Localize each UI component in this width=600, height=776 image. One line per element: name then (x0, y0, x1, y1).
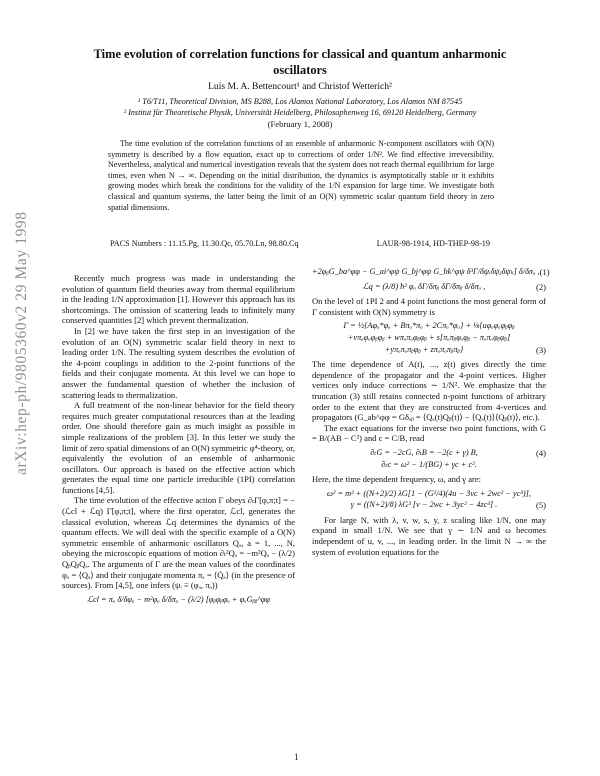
pacs-numbers: PACS Numbers : 11.15.Pg, 11.30.Qc, 05.70.Ln, 98.80.Cq (110, 239, 299, 248)
paragraph: Here, the time dependent frequency, ω, and γ are: (312, 474, 482, 485)
equation-body: +2φᵦG_ba^φφ − G_ai^φψ G_bj^φψ G_bk^φψ δ³Γ/δψᵢδψⱼδψₖ] δ/δπₐ , (312, 267, 540, 276)
equation-number: (5) (536, 500, 546, 511)
paragraph: A full treatment of the non-linear behavior for the field theory requires much greater computational resources than at the leading order. One should therefore gain as much insight as possible in simple realizations of the problem [3]. In this letter we study the limit of zero spatial dimensions of an O(N) symmetric φ⁴-theory, or, equivalently the evolution of an ensemble of anharmonic oscillators. Our approach is based on the effective action which generates the equal time one particle irreducible (1PI) correlation functions [4,5]. (62, 400, 295, 495)
equation-line: +yπₐπₐπᵦφᵦ + zπₐπₐπᵦπᵦ} (384, 344, 464, 354)
equation-5 (312, 489, 546, 511)
paper-title (70, 47, 530, 78)
equation-number: (4) (536, 447, 546, 458)
equation-3 (312, 321, 546, 355)
affiliation-1: ¹ T6/T11, Theoretical Division, MS B288, Los Alamos National Laboratory, Los Alamos NM 87545 (137, 97, 463, 106)
affiliations (60, 96, 540, 118)
right-column (312, 263, 550, 557)
paragraph: On the level of 1PI 2 and 4 point functions the most general form of Γ consistent with O(N) symmetry is (312, 296, 546, 317)
equation-1 (312, 267, 550, 278)
equation-line: ∂ₜG = −2cG, ∂ₜB = −2(c + γ) B, (370, 447, 478, 457)
equation-number: (2) (536, 281, 546, 292)
paragraph: For large N, with λ, v, w, s, y, z scaling like 1/N, one may expand in small 1/N. We see that γ ∼ 1/N and ω becomes independent of u, v, ..., in leading order. In the limit N → ∞ the system of evolution equations for the (312, 514, 546, 557)
equation-line: γ = ((N+2)/8) λG³ [v − 2wc + 3yc² − 4zc³] . (350, 500, 498, 510)
title-line-2: oscillators (273, 62, 327, 77)
report-number: LAUR-98-1914, HD-THEP-98-19 (376, 239, 490, 248)
equation-2 (312, 282, 546, 293)
equation-number: (1) (539, 267, 550, 277)
pacs-line (110, 238, 490, 249)
affiliation-2: ² Institut für Theoretische Physik, Universität Heidelberg, Philosophenweg 16, 69120 Heidelberg, Germany (123, 108, 477, 117)
paragraph: In [2] we have taken the first step in an investigation of the evolution of an O(N) symmetric scalar field theory in next to leading order 1/N. The resulting system describes the evolution of the 4-point couplings in addition to the 2-point functions of the fields and their conjugate momenta. At this level we can hope to answer the fundamental question of whether the inclusion of scattering leads to thermalization. (62, 325, 295, 400)
equation-line: ∂ₜc = ω² − 1/(BG) + γc + c². (381, 459, 477, 469)
equation-number: (3) (536, 344, 546, 355)
equation-body: ℒcl = πₐ δ/δφₐ − m²φₐ δ/δπₐ − (λ/2) [φᵦφᵦφₐ + φₐGᵦᵦ^φφ (86, 594, 270, 604)
abstract: The time evolution of the correlation functions of an ensemble of anharmonic N-component oscillators with O(N) symmetry is described by a flow equation, exact up to corrections of order 1/N². We find effective irreversibility. Nevertheless, analytical and numerical investigation reveals that the system does not reach thermal equilibrium for large times, even when N → ∞. Depending on the initial distribution, the dynamics is asymptotically stable or it exhibits growing modes which break the conditions for the validity of the 1/N expansion for large time. We investigate both classical and quantum systems, the latter being the limit of an O(N) symmetric scalar quantum field theory in zero spatial dimensions. (108, 139, 494, 212)
paragraph: The time evolution of the effective action Γ obeys ∂ₜΓ[φ,π;t] = −(ℒcl + ℒq) Γ[φ,π;t], where the first operator, ℒcl, generates the classical evolution, whereas ℒq determines the dynamics of the quantum effects. We will deal with the specific example of a O(N) symmetric ensemble of anharmonic oscillators Qₐ, a = 1, ..., N, obeying the microscopic equations of motion ∂ₜ²Qₐ = −m²Qₐ − (λ/2) QᵦQᵦQₐ. The arguments of Γ are the mean values of the coordinates φₐ = ⟨Qₐ⟩ and their conjugate momenta πₐ = ⟨Q̇ₐ⟩ (in the presence of sources). From [4,5], one infers (ψᵢ ≡ (φₐ, πₐ)) (62, 495, 295, 591)
equation-line: ω² = m² + ((N+2)/2) λG[1 − (G²/4)(4u − 3vc + 2wc² − yc³)], (327, 488, 531, 498)
equation-4 (312, 448, 546, 470)
title-line-1: Time evolution of correlation functions for classical and quantum anharmonic (93, 47, 507, 61)
equation-lcl (62, 595, 295, 606)
arxiv-identifier: arXiv:hep-ph/9805360v2 29 May 1998 (13, 211, 30, 475)
equation-line: Γ = ½{Aφₐ*φₐ + Bπₐ*πₐ + 2Cπₐ*φₐ} + ⅛{uφₐφₐφᵦφᵦ (343, 321, 515, 331)
paper-date: (February 1, 2008) (267, 119, 333, 129)
paragraph: The exact equations for the inverse two point functions, with G = B/(AB − C²) and c = C/B, read (312, 422, 546, 444)
paragraph: The time dependence of A(t), ..., z(t) gives directly the time dependence of the propagator and the 4-point vertices. Higher vertices only induce corrections ∼ 1/N². We emphasize that the truncation (3) still retains connected n-point functions of arbitrary order to the extent that they are constructed from 4-vertices and propagators (G_ab^φφ = Gδₐᵦ = ⟨Qₐ(t)Qᵦ(t)⟩ − ⟨Qₐ(t)⟩⟨Qᵦ(t)⟩, etc.). (312, 359, 546, 423)
paragraph: Recently much progress was made in understanding the evolution of quantum field theories away from thermal equilibrium in the leading 1/N approximation [1]. However this approach has its shortcomings. The omission of scattering leads to infinitely many conserved quantities [2] which prevent thermalization. (62, 273, 295, 326)
authors: Luís M. A. Bettencourt¹ and Christof Wetterich² (208, 81, 392, 92)
equation-line: +vπₐφₐφᵦφᵦ + wπₐπₐφᵦφᵦ + s[πₐπᵦφₐφᵦ − πₐπₐφᵦφᵦ] (347, 332, 511, 342)
page-number: 1 (294, 752, 299, 762)
left-column (62, 273, 295, 609)
equation-body: ℒq = (λ/8) ħ² φₐ δΓ/δπᵦ δΓ/δπᵦ δ/δπₐ , (362, 281, 486, 291)
